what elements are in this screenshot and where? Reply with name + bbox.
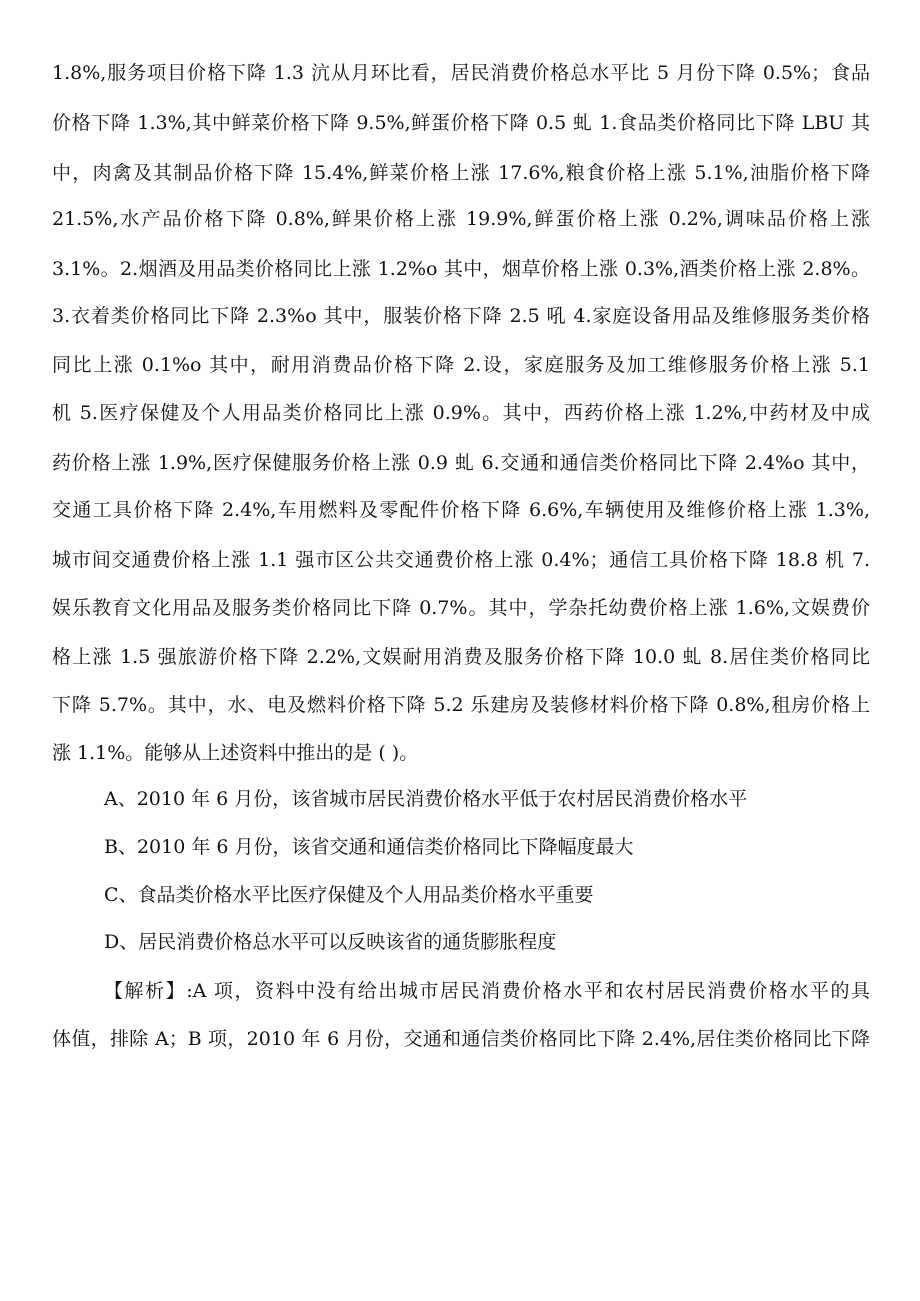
passage-line: 3.衣着类价格同比下降 2.3%o 其中，服装价格下降 2.5 吼 4.家庭设备用品及维修服务类价格 (52, 305, 870, 327)
passage-line: 下降 5.7%。其中，水、电及燃料价格下降 5.2 乐建房及装修材料价格下降 0.8%,租房价格上 (52, 694, 870, 716)
passage-line: 药价格上涨 1.9%,医疗保健服务价格上涨 0.9 虬 6.交通和通信类价格同比下降 2.4%o 其中， (52, 452, 870, 474)
passage-line: 机 5.医疗保健及个人用品类价格同比上涨 0.9%。其中，西药价格上涨 1.2%,中药材及中成 (52, 402, 870, 424)
option-b: B、2010 年 6 月份，该省交通和通信类价格同比下降幅度最大 (104, 836, 634, 858)
analysis-line: 【解析】:A 项，资料中没有给出城市居民消费价格水平和农村居民消费价格水平的具 (104, 980, 870, 1002)
option-a: A、2010 年 6 月份，该省城市居民消费价格水平低于农村居民消费价格水平 (104, 788, 748, 810)
option-d: D、居民消费价格总水平可以反映该省的通货膨胀程度 (104, 931, 557, 953)
passage-line: 娱乐教育文化用品及服务类价格同比下降 0.7%。其中，学杂托幼费价格上涨 1.6%,文娱费价 (52, 597, 870, 619)
passage-line: 城市间交通费价格上涨 1.1 强市区公共交通费价格上涨 0.4%；通信工具价格下降 18.8 机 7. (52, 549, 870, 571)
option-c: C、食品类价格水平比医疗保健及个人用品类价格水平重要 (104, 884, 594, 906)
passage-line: 1.8%,服务项目价格下降 1.3 沆从月环比看，居民消费价格总水平比 5 月份下降 0.5%；食品 (52, 62, 870, 84)
passage-line: 价格下降 1.3%,其中鲜菜价格下降 9.5%,鲜蛋价格下降 0.5 虬 1.食品类价格同比下降 LBU 其 (52, 112, 870, 134)
passage-line: 同比上涨 0.1%o 其中，耐用消费品价格下降 2.设，家庭服务及加工维修服务价格上涨 5.1 (52, 354, 870, 376)
analysis-line: 体值，排除 A；B 项，2010 年 6 月份，交通和通信类价格同比下降 2.4%,居住类价格同比下降 (52, 1028, 870, 1050)
passage-line: 21.5%,水产品价格下降 0.8%,鲜果价格上涨 19.9%,鲜蛋价格上涨 0.2%,调味品价格上涨 (52, 208, 870, 230)
passage-line: 格上涨 1.5 强旅游价格下降 2.2%,文娱耐用消费及服务价格下降 10.0 虬 8.居住类价格同比 (52, 646, 870, 668)
passage-line: 3.1%。2.烟酒及用品类价格同比上涨 1.2%o 其中，烟草价格上涨 0.3%,酒类价格上涨 2.8%。 (52, 258, 870, 280)
passage-line: 涨 1.1%。能够从上述资料中推出的是 ( )。 (52, 742, 419, 764)
passage-line: 交通工具价格下降 2.4%,车用燃料及零配件价格下降 6.6%,车辆使用及维修价格上涨 1.3%, (52, 499, 870, 521)
passage-line: 中，肉禽及其制品价格下降 15.4%,鲜菜价格上涨 17.6%,粮食价格上涨 5.1%,油脂价格下降 (52, 162, 870, 184)
